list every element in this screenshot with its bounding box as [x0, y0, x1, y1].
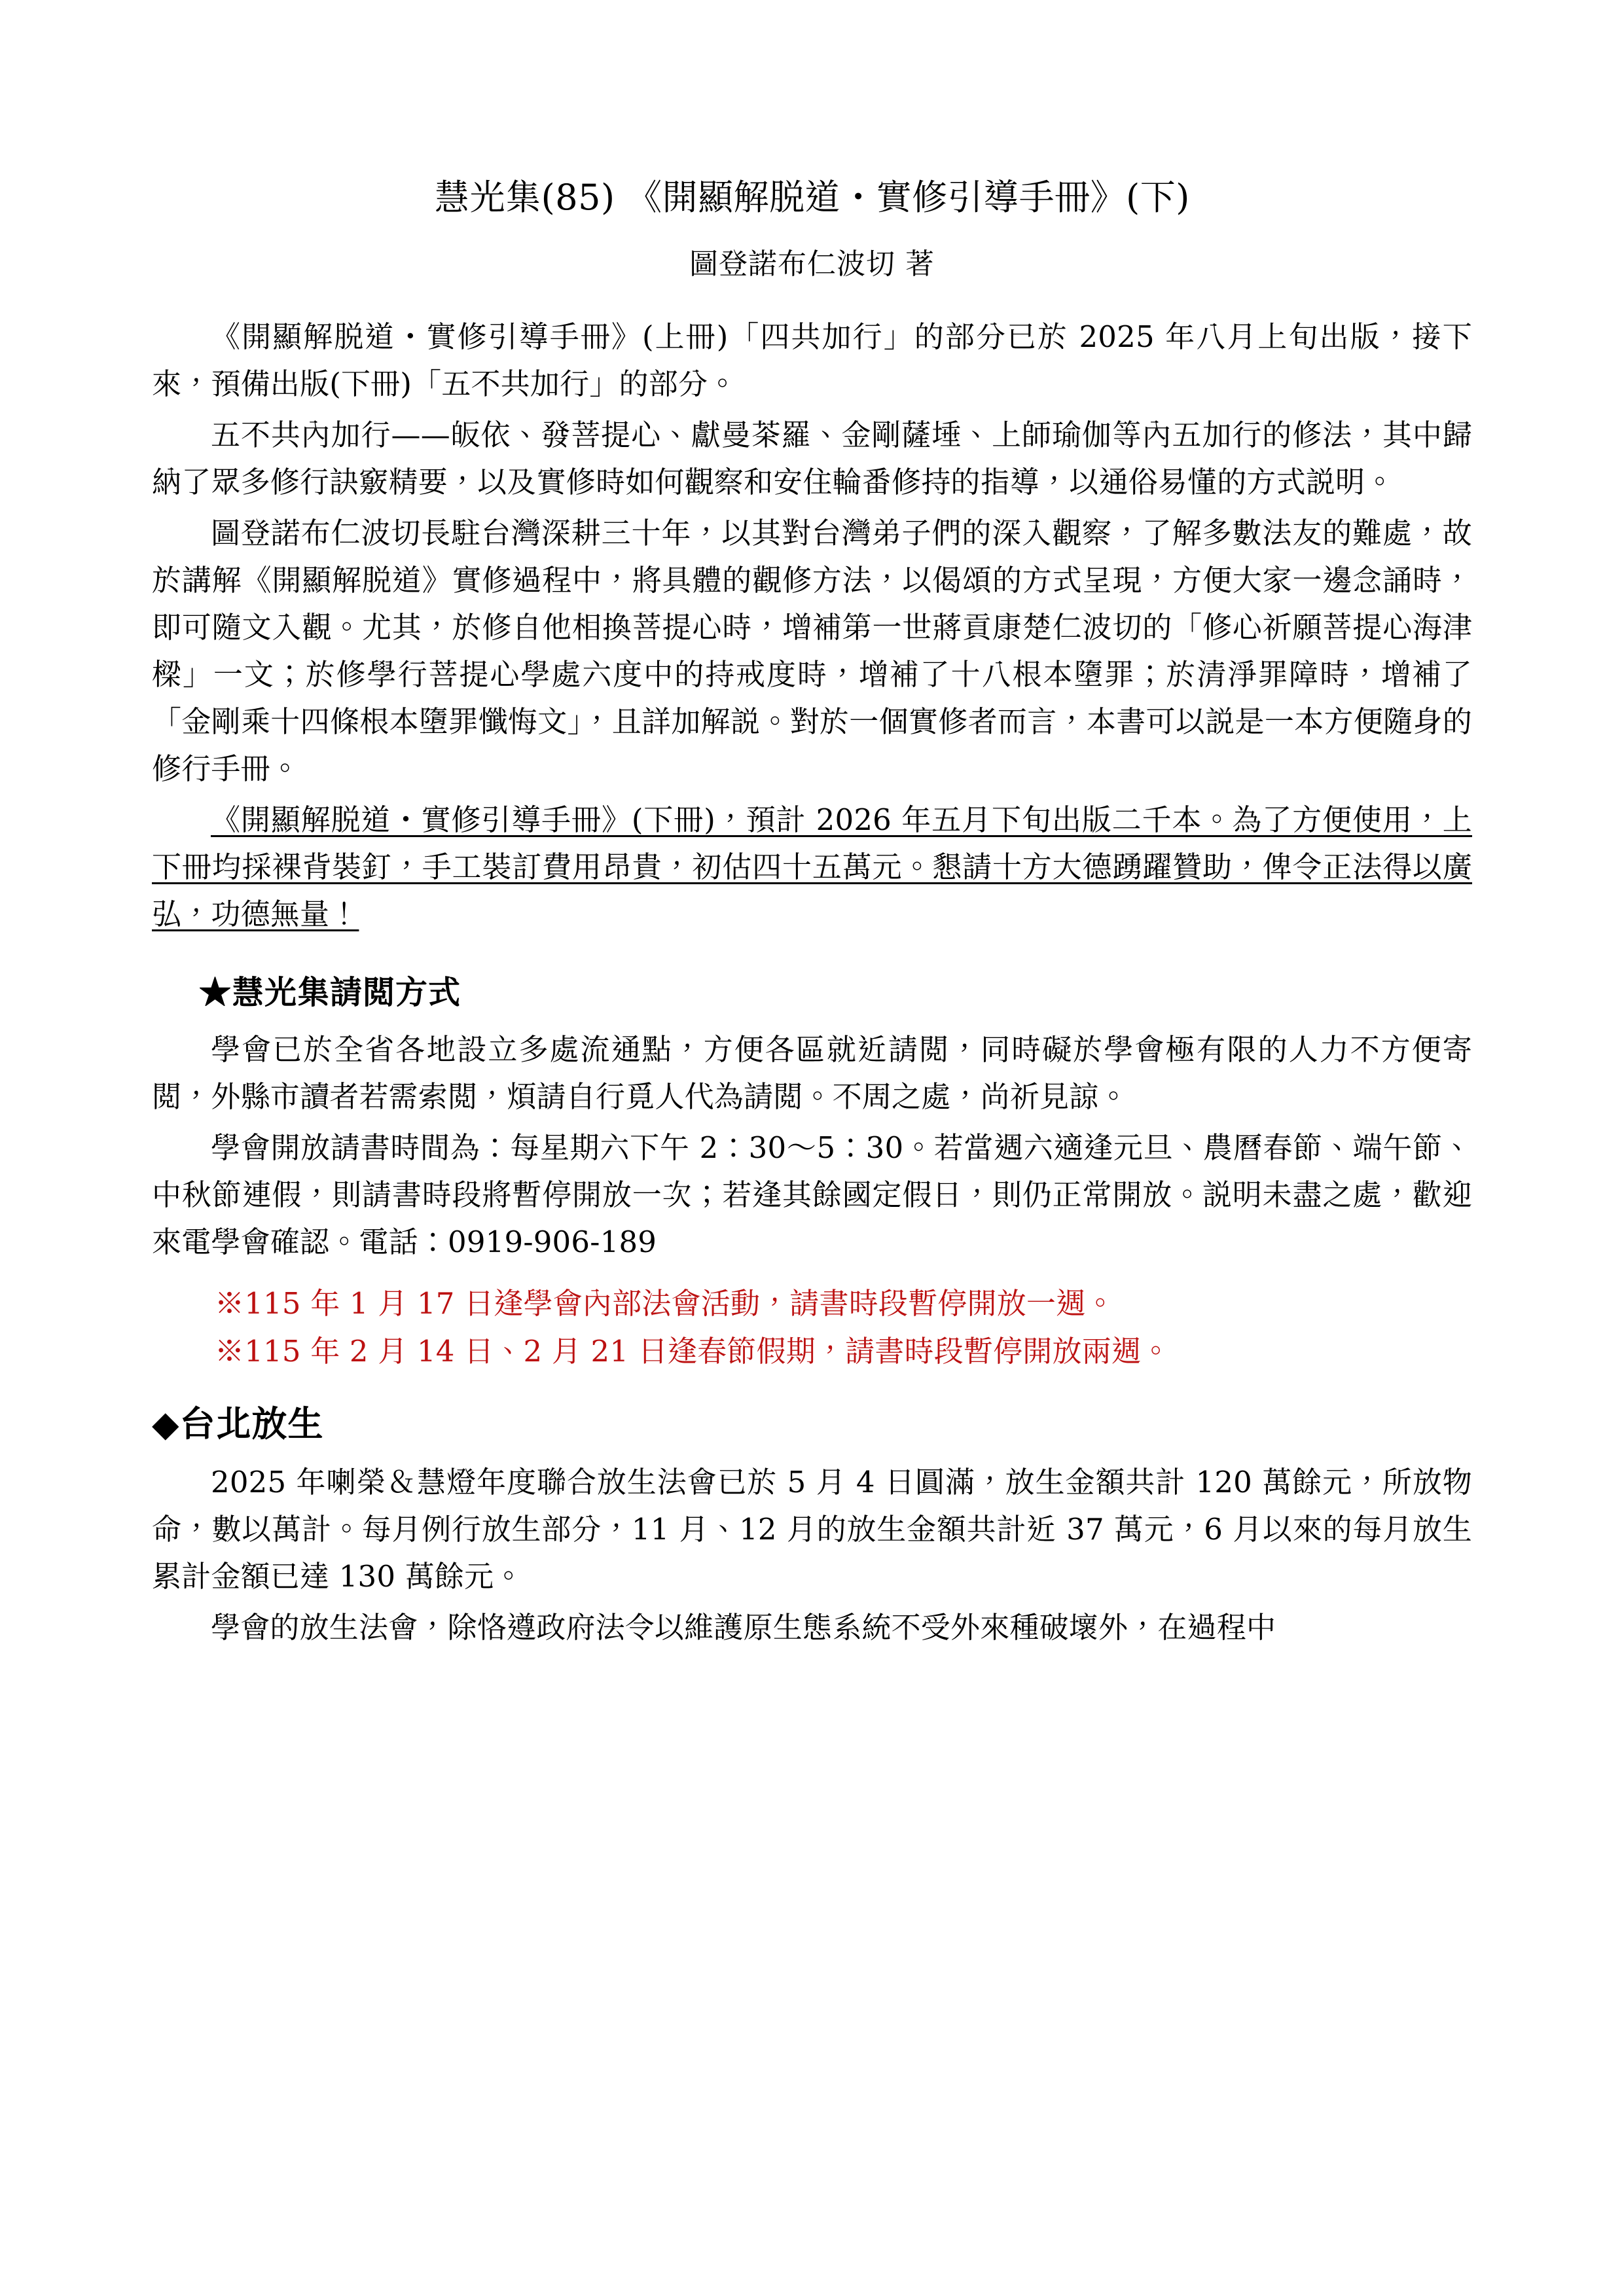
spacer [152, 942, 1472, 951]
paragraph-distribution-points: 學會已於全省各地設立多處流通點，方便各區就近請閲，同時礙於學會極有限的人力不方便寄閲，外縣市讀者若需索閲，煩請自行覓人代為請閲。不周之處，尚祈見諒。 [152, 1032, 1472, 1115]
notice-item-dharma-event: ※115 年 1 月 17 日逢學會內部法會活動，請書時段暫停開放一週。 [215, 1286, 1115, 1321]
paragraph-author-background: 圖登諾布仁波切長駐台灣深耕三十年，以其對台灣弟子們的深入觀察，了解多數法友的難處，故於講解《開顯解脱道》實修過程中，將具體的觀修方法，以偈頌的方式呈現，方便大家一邊念誦時，即可隨文入觀。尤其，於修自他相換菩提心時，增補第一世蔣貢康楚仁波切的「修心祈願菩提心海津樑」一文；於修學行菩提心學處六度中的持戒度時，增補了十八根本墮罪；於清淨罪障時，增補了「金剛乘十四條根本墮罪懺悔文」，且詳加解説。對於一個實修者而言，本書可以説是一本方便隨身的修行手冊。 [152, 515, 1472, 786]
heading-request-method: ★慧光集請閲方式 [199, 973, 461, 1011]
paragraph-publication-status: 《開顯解脱道・實修引導手冊》(上冊)「四共加行」的部分已於 2025 年八月上旬出版，接下來，預備出版(下冊)「五不共加行」的部分。 [152, 319, 1472, 401]
notice-list [152, 1280, 1472, 1376]
notice-item-new-year-holiday: ※115 年 2 月 14 日、2 月 21 日逢春節假期，請書時段暫停開放兩週。 [215, 1334, 1171, 1369]
paragraph-life-release-amounts: 2025 年喇榮＆慧燈年度聯合放生法會已於 5 月 4 日圓滿，放生金額共計 120 萬餘元，所放物命，數以萬計。每月例行放生部分，11 月、12 月的放生金額共計近 37 萬元，6 月以來的每月放生累計金額已達 130 萬餘元。 [152, 1464, 1472, 1594]
paragraph-sponsorship-appeal: 《開顯解脱道・實修引導手冊》(下冊)，預計 2026 年五月下旬出版二千本。為了方便使用，上下冊均採裸背裝釘，手工裝訂費用昂貴，初估四十五萬元。懇請十方大德踴躍贊助，俾令正法得以廣弘，功德無量！ [152, 802, 1472, 931]
author-byline: 圖登諾布仁波切 著 [689, 247, 935, 281]
paragraph-five-uncommon-preliminaries: 五不共內加行——皈依、發菩提心、獻曼茶羅、金剛薩埵、上師瑜伽等內五加行的修法，其中歸納了眾多修行訣竅精要，以及實修時如何觀察和安住輪番修持的指導，以通俗易懂的方式説明。 [152, 417, 1472, 499]
heading-taipei-life-release: ◆台北放生 [152, 1403, 324, 1445]
paragraph-life-release-ecology: 學會的放生法會，除恪遵政府法令以維護原生態系統不受外來種破壞外，在過程中 [211, 1609, 1276, 1645]
paragraph-opening-hours: 學會開放請書時間為：每星期六下午 2：30〜5：30。若當週六適逢元旦、農曆春節、端午節、中秋節連假，則請書時段將暫停開放一次；若逢其餘國定假日，則仍正常開放。説明未盡之處，歡迎來電學會確認。電話：0919-906-189 [152, 1130, 1472, 1260]
page-title: 慧光集(85) 《開顯解脱道・實修引導手冊》(下) [434, 177, 1190, 218]
